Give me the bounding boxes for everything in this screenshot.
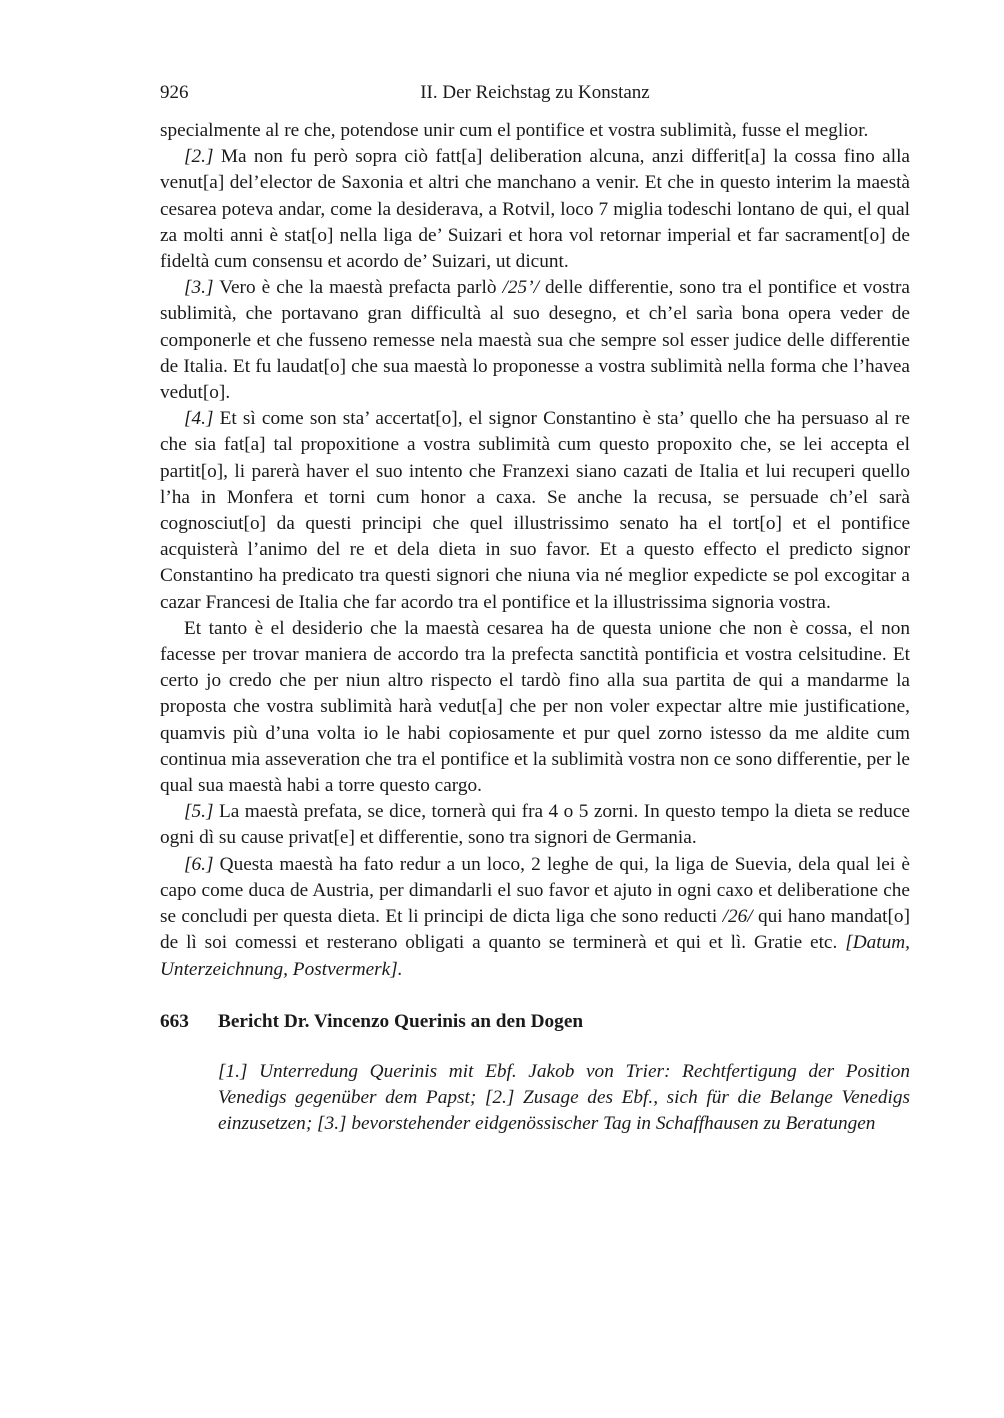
paragraph-number: [4.] [184,408,214,430]
paragraph [160,275,910,406]
paragraph-text: specialmente al re che, potendose unir cum el pontifice et vostra sublimità, fusse el meglior. [160,120,869,141]
paragraph-number: [2.] [184,146,214,168]
running-title: II. Der Reichstag zu Konstanz [420,82,650,103]
editorial-note: [Datum, Unterzeichnung, Postvermerk]. [160,932,910,980]
paragraph [160,799,910,851]
paragraph-text: Vero è che la maestà prefacta parlò [213,277,503,299]
paragraph-text: delle differentie, sono tra el pontifice et vostra sublimità, che portavano gran difficultà al suo desegno, et ch’el sarìa bona opera veder de componerle et che fusseno remesse nela maestà sua che sempre sol esser judice delle differentie de Italia. Et fu laudat[o] che sua maestà lo proponesse a vostra sublimità nella forma che l’havea vedut[o]. [160,277,910,404]
document-regest: [1.] Unterredung Querinis mit Ebf. Jakob von Trier: Rechtfertigung der Position Venedigs gegenüber dem Papst; [2.] Zusage des Ebf., sich für die Belange Venedigs einzusetzen; [3.] bevorstehender eidgenössischer Tag in Schaffhausen zu Beratungen [218,1060,910,1135]
document-title: Bericht Dr. Vincenzo Querinis an den Dogen [218,1010,584,1032]
running-head [160,78,910,108]
folio-marker: /25’/ [502,277,539,299]
paragraph-text: Ma non fu però sopra ciò fatt[a] deliberation alcuna, anzi differit[a] la cossa fino alla venut[a] del’elector de Saxonia et altri che manchano a venir. Et che in questo interim la maestà cesarea poteva andar, come la desiderava, a Rotvil, loco 7 miglia todeschi lontano de qui, el qual za molti anni è stat[o] nella liga de’ Suizari et hora vol retornar imperial et far sacrament[o] de fideltà cum consensu et acordo de’ Suizari, ut dicunt. [160,146,910,273]
folio-marker: /26/ [722,906,753,928]
paragraph [160,144,910,275]
paragraph-number: [3.] [184,277,214,299]
paragraph [160,616,910,799]
document-heading [160,1009,910,1035]
page [160,78,910,1137]
document-number: 663 [160,1010,189,1032]
paragraph-text: La maestà prefata, se dice, tornerà qui fra 4 o 5 zorni. In questo tempo la dieta se reduce ogni dì su cause privat[e] et differentie, sono tra signori de Germania. [160,801,910,849]
paragraph-text: Questa maestà ha fato redur a un loco, 2 leghe de qui, la liga de Suevia, dela qual lei è capo come duca de Austria, per dimandarli el suo favor et ajuto in ogni caxo et deliberatione che se concludi per questa dieta. Et li principi de dicta liga che sono reducti [160,853,910,928]
paragraph-text: Et tanto è el desiderio che la maestà cesarea ha de questa unione che non è cossa, el non facesse per trovar maniera de accordo tra la prefecta sanctità pontificia et vostra celsitudine. Et certo jo credo che per niun altro rispecto el tardò fino alla sua partita de qui a mandarme la proposta che vostra sublimità harà vedut[a] che per non voler expectar altre mie justificatione, quamvis più d’una volta io le habi copiosamente et pur quel zorno istesso da me aldite cum continua mia asseveration che tra el pontifice et la sublimità vostra non ce sono differentie, per le qual sua maestà habi a torre questo cargo. [160,617,910,797]
paragraph-number: [6.] [184,853,214,875]
body-text [160,118,910,983]
paragraph [160,118,910,144]
paragraph [160,852,910,983]
page-number: 926 [160,82,189,103]
paragraph-text: qui hano mandat[o] de lì soi comessi et resterano obligati a quanto se terminerà et qui et lì. Gratie etc. [160,906,910,954]
paragraph-number: [5.] [184,801,214,823]
paragraph-text: Et sì come son sta’ accertat[o], el signor Constantino è sta’ quello che ha persuaso al re che sia fat[a] tal propoxitione a vostra sublimità cum questo propoxito che, se lei accepta el partit[o], li parerà haver el suo intento che Franzexi siano cazati de Italia et lui recuperi quello l’ha in Monfera et torni cum honor a caxa. Se anche la recusa, se persuade ch’el sarà cognosciut[o] da questi principi che quel illustrissimo senato ha el tort[o] et el pontifice acquisterà l’animo del re et dela dieta in suo favor. Et a questo effecto el predicto signor Constantino ha predicato tra questi signori che niuna via né meglior expedicte se pol excogitar a cazar Francesi de Italia che far acordo tra el pontifice et la illustrissima signoria vostra. [160,408,910,613]
paragraph [160,406,910,616]
